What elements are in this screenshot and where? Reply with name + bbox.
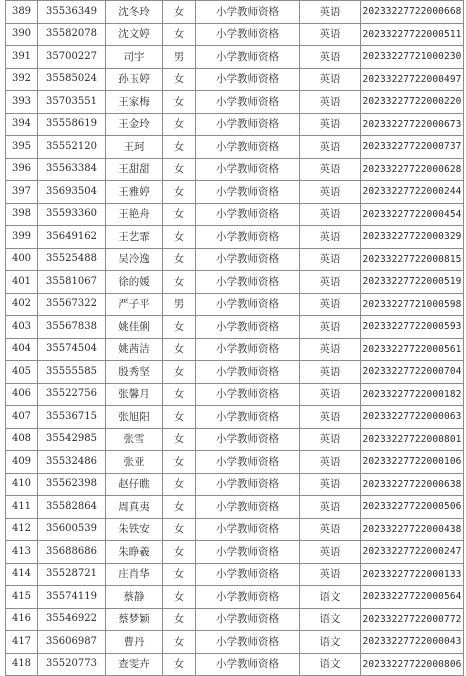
qualification-cell: 小学教师资格 — [196, 316, 300, 339]
candidate-id-cell: 35528721 — [38, 563, 106, 586]
row-number-cell: 393 — [6, 91, 38, 114]
candidate-id-cell: 35693504 — [38, 181, 106, 204]
certificate-number-cell: 20233227722000704 — [361, 361, 464, 384]
gender-cell: 女 — [163, 158, 196, 181]
subject-cell: 英语 — [300, 226, 361, 249]
certificate-number-cell: 20233227722000815 — [361, 248, 464, 271]
candidate-id-cell: 35532486 — [38, 451, 106, 474]
qualification-cell: 小学教师资格 — [196, 563, 300, 586]
gender-cell: 男 — [163, 46, 196, 69]
row-number-cell: 399 — [6, 226, 38, 249]
name-cell: 沈文婷 — [106, 23, 163, 46]
candidate-id-cell: 35585024 — [38, 68, 106, 91]
qualification-cell: 小学教师资格 — [196, 383, 300, 406]
name-cell: 严子平 — [106, 293, 163, 316]
gender-cell: 女 — [163, 23, 196, 46]
name-cell: 吴冷逸 — [106, 248, 163, 271]
name-cell: 查雯卉 — [106, 653, 163, 676]
qualification-cell: 小学教师资格 — [196, 496, 300, 519]
candidate-id-cell: 35562398 — [38, 473, 106, 496]
subject-cell: 英语 — [300, 91, 361, 114]
subject-cell: 英语 — [300, 181, 361, 204]
table-row — [6, 428, 464, 451]
gender-cell: 女 — [163, 1, 196, 24]
table-row — [6, 181, 464, 204]
qualification-cell: 小学教师资格 — [196, 181, 300, 204]
gender-cell: 女 — [163, 473, 196, 496]
subject-cell: 英语 — [300, 338, 361, 361]
subject-cell: 英语 — [300, 23, 361, 46]
certificate-number-cell: 20233227722000519 — [361, 271, 464, 294]
candidate-id-cell: 35582864 — [38, 496, 106, 519]
row-number-cell: 396 — [6, 158, 38, 181]
name-cell: 王金玲 — [106, 113, 163, 136]
candidate-id-cell: 35522756 — [38, 383, 106, 406]
certificate-number-cell: 20233227722000497 — [361, 68, 464, 91]
row-number-cell: 408 — [6, 428, 38, 451]
name-cell: 王珂 — [106, 136, 163, 159]
subject-cell: 英语 — [300, 113, 361, 136]
certificate-number-cell: 20233227722000220 — [361, 91, 464, 114]
certificate-number-cell: 20233227722000244 — [361, 181, 464, 204]
certificate-number-cell: 20233227722000772 — [361, 608, 464, 631]
qualification-cell: 小学教师资格 — [196, 91, 300, 114]
qualification-cell: 小学教师资格 — [196, 361, 300, 384]
qualification-cell: 小学教师资格 — [196, 271, 300, 294]
certificate-number-cell: 20233227722000329 — [361, 226, 464, 249]
qualification-cell: 小学教师资格 — [196, 68, 300, 91]
candidate-id-cell: 35536715 — [38, 406, 106, 429]
name-cell: 沈冬玲 — [106, 1, 163, 24]
qualification-cell: 小学教师资格 — [196, 428, 300, 451]
row-number-cell: 416 — [6, 608, 38, 631]
table-row — [6, 316, 464, 339]
certificate-number-cell: 20233227722000673 — [361, 113, 464, 136]
table-row — [6, 23, 464, 46]
subject-cell: 英语 — [300, 361, 361, 384]
gender-cell: 女 — [163, 653, 196, 676]
gender-cell: 女 — [163, 136, 196, 159]
certificate-number-cell: 20233227722000564 — [361, 586, 464, 609]
name-cell: 朱睁羲 — [106, 541, 163, 564]
certificate-number-cell: 20233227721000230 — [361, 46, 464, 69]
certificate-number-cell: 20233227722000737 — [361, 136, 464, 159]
candidate-id-cell: 35700227 — [38, 46, 106, 69]
name-cell: 殷秀坚 — [106, 361, 163, 384]
row-number-cell: 392 — [6, 68, 38, 91]
name-cell: 张旭阳 — [106, 406, 163, 429]
gender-cell: 男 — [163, 293, 196, 316]
certificate-number-cell: 20233227721000598 — [361, 293, 464, 316]
gender-cell: 女 — [163, 181, 196, 204]
name-cell: 周真夷 — [106, 496, 163, 519]
name-cell: 王甜甜 — [106, 158, 163, 181]
name-cell: 蔡静 — [106, 586, 163, 609]
table-row — [6, 226, 464, 249]
certificate-number-cell: 20233227722000454 — [361, 203, 464, 226]
table-row — [6, 1, 464, 24]
subject-cell: 英语 — [300, 316, 361, 339]
table-row — [6, 406, 464, 429]
row-number-cell: 402 — [6, 293, 38, 316]
qualification-cell: 小学教师资格 — [196, 113, 300, 136]
name-cell: 张亚 — [106, 451, 163, 474]
table-row — [6, 338, 464, 361]
name-cell: 王艺霏 — [106, 226, 163, 249]
qualification-cell: 小学教师资格 — [196, 1, 300, 24]
qualification-cell: 小学教师资格 — [196, 293, 300, 316]
name-cell: 姚茜洁 — [106, 338, 163, 361]
table-row — [6, 68, 464, 91]
certificate-number-cell: 20233227722000628 — [361, 158, 464, 181]
row-number-cell: 389 — [6, 1, 38, 24]
subject-cell: 语文 — [300, 608, 361, 631]
subject-cell: 英语 — [300, 271, 361, 294]
row-number-cell: 411 — [6, 496, 38, 519]
table-row — [6, 248, 464, 271]
candidate-id-cell: 35546922 — [38, 608, 106, 631]
name-cell: 庄肖华 — [106, 563, 163, 586]
candidate-id-cell: 35520773 — [38, 653, 106, 676]
qualification-cell: 小学教师资格 — [196, 248, 300, 271]
subject-cell: 英语 — [300, 496, 361, 519]
table-row — [6, 271, 464, 294]
subject-cell: 英语 — [300, 451, 361, 474]
certificate-number-cell: 20233227722000133 — [361, 563, 464, 586]
row-number-cell: 414 — [6, 563, 38, 586]
gender-cell: 女 — [163, 586, 196, 609]
candidate-id-cell: 35536349 — [38, 1, 106, 24]
qualification-cell: 小学教师资格 — [196, 608, 300, 631]
table-row — [6, 451, 464, 474]
row-number-cell: 409 — [6, 451, 38, 474]
row-number-cell: 398 — [6, 203, 38, 226]
gender-cell: 女 — [163, 541, 196, 564]
certificate-number-cell: 20233227722000438 — [361, 518, 464, 541]
certificate-number-cell: 20233227722000668 — [361, 1, 464, 24]
name-cell: 朱铁安 — [106, 518, 163, 541]
subject-cell: 英语 — [300, 203, 361, 226]
gender-cell: 女 — [163, 631, 196, 654]
subject-cell: 英语 — [300, 428, 361, 451]
candidate-id-cell: 35525488 — [38, 248, 106, 271]
subject-cell: 语文 — [300, 586, 361, 609]
qualification-cell: 小学教师资格 — [196, 158, 300, 181]
row-number-cell: 400 — [6, 248, 38, 271]
gender-cell: 女 — [163, 68, 196, 91]
candidate-id-cell: 35567838 — [38, 316, 106, 339]
subject-cell: 英语 — [300, 406, 361, 429]
row-number-cell: 410 — [6, 473, 38, 496]
gender-cell: 女 — [163, 91, 196, 114]
qualification-cell: 小学教师资格 — [196, 136, 300, 159]
candidate-id-cell: 35581067 — [38, 271, 106, 294]
gender-cell: 女 — [163, 496, 196, 519]
table-row — [6, 496, 464, 519]
candidate-id-cell: 35606987 — [38, 631, 106, 654]
subject-cell: 英语 — [300, 518, 361, 541]
row-number-cell: 415 — [6, 586, 38, 609]
qualification-cell: 小学教师资格 — [196, 406, 300, 429]
certificate-number-cell: 20233227722000247 — [361, 541, 464, 564]
table-row — [6, 563, 464, 586]
candidate-id-cell: 35574119 — [38, 586, 106, 609]
row-number-cell: 404 — [6, 338, 38, 361]
certificate-number-cell: 20233227722000561 — [361, 338, 464, 361]
gender-cell: 女 — [163, 316, 196, 339]
gender-cell: 女 — [163, 113, 196, 136]
table-row — [6, 586, 464, 609]
table-row — [6, 541, 464, 564]
subject-cell: 英语 — [300, 563, 361, 586]
table-row — [6, 203, 464, 226]
subject-cell: 英语 — [300, 1, 361, 24]
subject-cell: 英语 — [300, 293, 361, 316]
gender-cell: 女 — [163, 406, 196, 429]
candidate-id-cell: 35593360 — [38, 203, 106, 226]
certificate-number-cell: 20233227722000043 — [361, 631, 464, 654]
subject-cell: 英语 — [300, 46, 361, 69]
row-number-cell: 418 — [6, 653, 38, 676]
gender-cell: 女 — [163, 563, 196, 586]
qualification-cell: 小学教师资格 — [196, 473, 300, 496]
candidate-id-cell: 35567322 — [38, 293, 106, 316]
name-cell: 徐的媛 — [106, 271, 163, 294]
table-row — [6, 653, 464, 676]
row-number-cell: 391 — [6, 46, 38, 69]
table-row — [6, 113, 464, 136]
name-cell: 王家梅 — [106, 91, 163, 114]
row-number-cell: 407 — [6, 406, 38, 429]
candidate-id-cell: 35582078 — [38, 23, 106, 46]
qualification-cell: 小学教师资格 — [196, 631, 300, 654]
subject-cell: 英语 — [300, 541, 361, 564]
gender-cell: 女 — [163, 226, 196, 249]
subject-cell: 英语 — [300, 383, 361, 406]
candidate-id-cell: 35542985 — [38, 428, 106, 451]
subject-cell: 英语 — [300, 473, 361, 496]
name-cell: 姚佳俐 — [106, 316, 163, 339]
gender-cell: 女 — [163, 608, 196, 631]
name-cell: 赵仔瞧 — [106, 473, 163, 496]
name-cell: 张雪 — [106, 428, 163, 451]
row-number-cell: 406 — [6, 383, 38, 406]
certificate-number-cell: 20233227722000801 — [361, 428, 464, 451]
table-row — [6, 158, 464, 181]
qualification-cell: 小学教师资格 — [196, 338, 300, 361]
certificate-number-cell: 20233227722000593 — [361, 316, 464, 339]
row-number-cell: 417 — [6, 631, 38, 654]
name-cell: 曹丹 — [106, 631, 163, 654]
certificate-number-cell: 20233227722000806 — [361, 653, 464, 676]
name-cell: 司宇 — [106, 46, 163, 69]
qualification-cell: 小学教师资格 — [196, 226, 300, 249]
certificate-number-cell: 20233227722000511 — [361, 23, 464, 46]
row-number-cell: 401 — [6, 271, 38, 294]
name-cell: 张馨月 — [106, 383, 163, 406]
qualification-cell: 小学教师资格 — [196, 46, 300, 69]
gender-cell: 女 — [163, 361, 196, 384]
table-row — [6, 361, 464, 384]
subject-cell: 语文 — [300, 653, 361, 676]
subject-cell: 英语 — [300, 136, 361, 159]
name-cell: 王雅婷 — [106, 181, 163, 204]
gender-cell: 女 — [163, 203, 196, 226]
candidate-id-cell: 35600539 — [38, 518, 106, 541]
candidate-id-cell: 35558619 — [38, 113, 106, 136]
candidate-id-cell: 35563384 — [38, 158, 106, 181]
qualification-cell: 小学教师资格 — [196, 653, 300, 676]
table-row — [6, 631, 464, 654]
subject-cell: 英语 — [300, 158, 361, 181]
table-row — [6, 46, 464, 69]
row-number-cell: 413 — [6, 541, 38, 564]
table-row — [6, 293, 464, 316]
qualification-cell: 小学教师资格 — [196, 541, 300, 564]
row-number-cell: 405 — [6, 361, 38, 384]
candidate-id-cell: 35552120 — [38, 136, 106, 159]
certificate-number-cell: 20233227722000106 — [361, 451, 464, 474]
name-cell: 孙玉婷 — [106, 68, 163, 91]
gender-cell: 女 — [163, 428, 196, 451]
row-number-cell: 394 — [6, 113, 38, 136]
candidate-id-cell: 35688686 — [38, 541, 106, 564]
roster-body — [6, 1, 464, 676]
candidate-id-cell: 35649162 — [38, 226, 106, 249]
subject-cell: 语文 — [300, 631, 361, 654]
gender-cell: 女 — [163, 518, 196, 541]
row-number-cell: 403 — [6, 316, 38, 339]
row-number-cell: 397 — [6, 181, 38, 204]
name-cell: 王艳舟 — [106, 203, 163, 226]
gender-cell: 女 — [163, 338, 196, 361]
candidate-id-cell: 35703551 — [38, 91, 106, 114]
certificate-number-cell: 20233227722000506 — [361, 496, 464, 519]
table-row — [6, 608, 464, 631]
qualification-cell: 小学教师资格 — [196, 23, 300, 46]
candidate-id-cell: 35574504 — [38, 338, 106, 361]
candidate-id-cell: 35555585 — [38, 361, 106, 384]
certificate-number-cell: 20233227722000638 — [361, 473, 464, 496]
qualification-cell: 小学教师资格 — [196, 451, 300, 474]
table-row — [6, 518, 464, 541]
table-row — [6, 473, 464, 496]
gender-cell: 女 — [163, 383, 196, 406]
row-number-cell: 412 — [6, 518, 38, 541]
table-row — [6, 383, 464, 406]
subject-cell: 英语 — [300, 68, 361, 91]
gender-cell: 女 — [163, 248, 196, 271]
certificate-roster-table — [5, 0, 464, 676]
row-number-cell: 395 — [6, 136, 38, 159]
certificate-number-cell: 20233227722000063 — [361, 406, 464, 429]
qualification-cell: 小学教师资格 — [196, 586, 300, 609]
name-cell: 蔡梦颖 — [106, 608, 163, 631]
subject-cell: 英语 — [300, 248, 361, 271]
gender-cell: 女 — [163, 271, 196, 294]
row-number-cell: 390 — [6, 23, 38, 46]
qualification-cell: 小学教师资格 — [196, 203, 300, 226]
table-row — [6, 136, 464, 159]
table-row — [6, 91, 464, 114]
certificate-number-cell: 20233227722000182 — [361, 383, 464, 406]
qualification-cell: 小学教师资格 — [196, 518, 300, 541]
gender-cell: 女 — [163, 451, 196, 474]
